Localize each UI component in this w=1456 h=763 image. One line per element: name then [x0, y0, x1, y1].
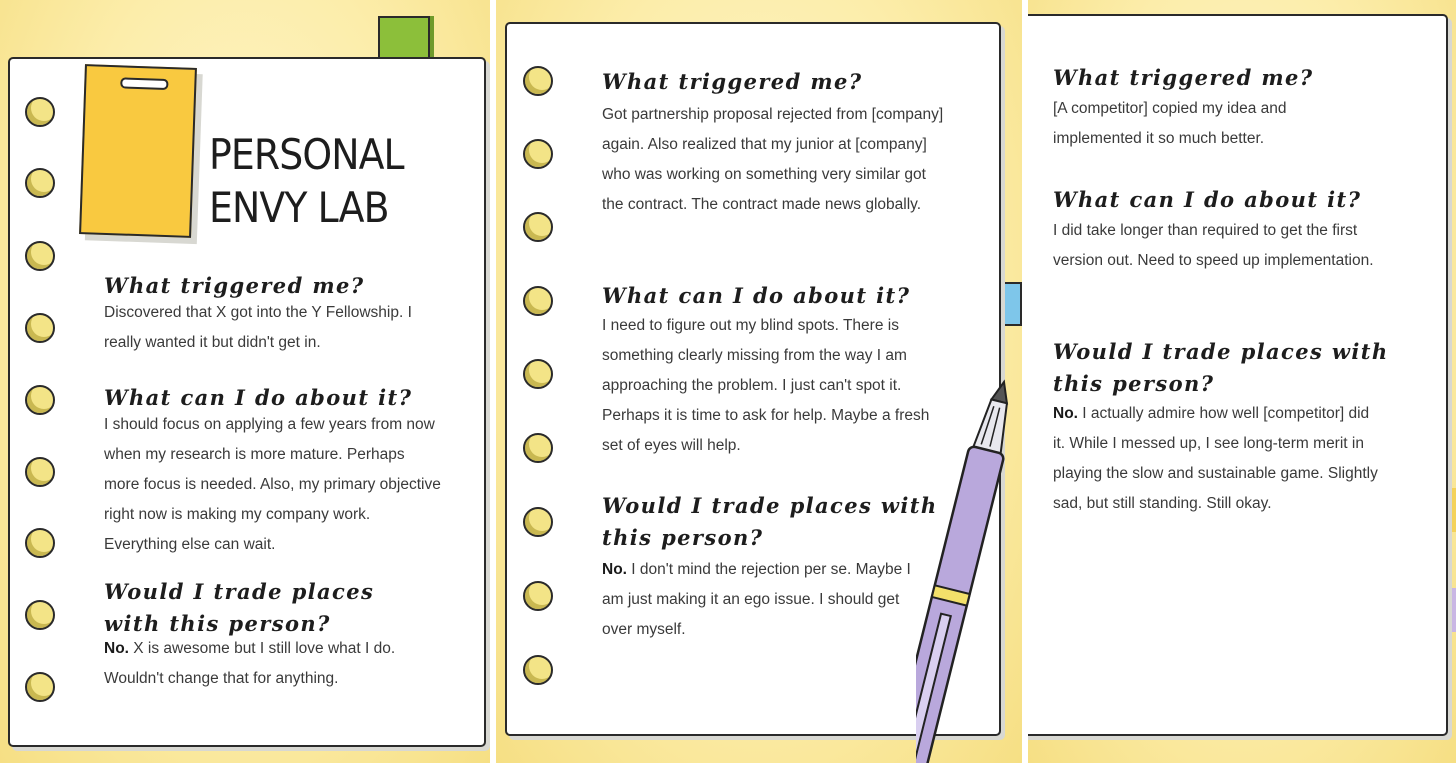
- binder-ring: [25, 600, 55, 630]
- answer-trigger: [A competitor] copied my idea and implemented it so much better.: [1053, 100, 1287, 147]
- binder-ring: [523, 507, 553, 537]
- notebook-page-2: [496, 0, 1022, 763]
- binder-ring: [523, 433, 553, 463]
- binder-ring: [25, 97, 55, 127]
- binder-ring: [523, 286, 553, 316]
- answer-trade-text: I actually admire how well [competitor] did it. While I messed up, I see long-term merit in playing the slow and sustainable game. Slightly sad, but still standing. Still okay.: [1053, 405, 1378, 512]
- question-action: What can I do about it?: [602, 283, 911, 308]
- title-line-1: PERSONAL: [209, 130, 404, 179]
- answer-trade-text: X is awesome but I still love what I do. Wouldn't change that for anything.: [104, 640, 396, 687]
- pen-icon: [916, 370, 1022, 763]
- answer-trade: [104, 634, 424, 694]
- question-trigger: What triggered me?: [104, 273, 365, 298]
- answer-action: I did take longer than required to get the first version out. Need to speed up implementation.: [1053, 222, 1374, 269]
- binder-ring: [25, 168, 55, 198]
- title-line-2: ENVY LAB: [209, 183, 389, 232]
- answer-trade: [602, 555, 932, 645]
- binder-ring: [523, 139, 553, 169]
- no-label: No.: [602, 561, 627, 578]
- binder-ring: [523, 581, 553, 611]
- sticky-note: [79, 64, 197, 238]
- binder-ring: [25, 385, 55, 415]
- answer-trade-text: I don't mind the rejection per se. Maybe I am just making it an ego issue. I should get over myself.: [602, 561, 911, 638]
- answer-trigger: Got partnership proposal rejected from [company] again. Also realized that my junior at [company] who was working on something very similar got the contract. The contract made news globally.: [602, 106, 944, 213]
- question-trade: Would I trade places with this person?: [104, 579, 375, 636]
- binder-ring: [523, 66, 553, 96]
- question-action: What can I do about it?: [104, 385, 413, 410]
- answer-trade: [1053, 399, 1383, 519]
- binder-ring: [25, 457, 55, 487]
- notebook-page-1: [0, 0, 490, 763]
- notebook-page-3: [1028, 0, 1456, 763]
- binder-ring: [523, 359, 553, 389]
- binder-ring: [25, 313, 55, 343]
- binder-ring: [25, 672, 55, 702]
- binder-ring: [523, 655, 553, 685]
- paper-clip-icon: [120, 77, 168, 90]
- question-trade: Would I trade places with this person?: [602, 493, 938, 550]
- question-trigger: What triggered me?: [1053, 65, 1314, 90]
- binder-ring: [25, 241, 55, 271]
- binder-ring: [523, 212, 553, 242]
- answer-action: I should focus on applying a few years from now when my research is more mature. Perhaps more focus is needed. Also, my primary objective right now is making my company work. Everything else can wait.: [104, 416, 441, 553]
- question-action: What can I do about it?: [1053, 187, 1362, 212]
- binder-ring: [25, 528, 55, 558]
- question-trade: Would I trade places with this person?: [1053, 339, 1389, 396]
- no-label: No.: [104, 640, 129, 657]
- answer-trigger: Discovered that X got into the Y Fellowship. I really wanted it but didn't get in.: [104, 304, 412, 351]
- no-label: No.: [1053, 405, 1078, 422]
- question-trigger: What triggered me?: [602, 69, 863, 94]
- answer-action: I need to figure out my blind spots. There is something clearly missing from the way I am approaching the problem. I just can't spot it. Perhaps it is time to ask for help. Maybe a fresh set of eyes will help.: [602, 317, 930, 454]
